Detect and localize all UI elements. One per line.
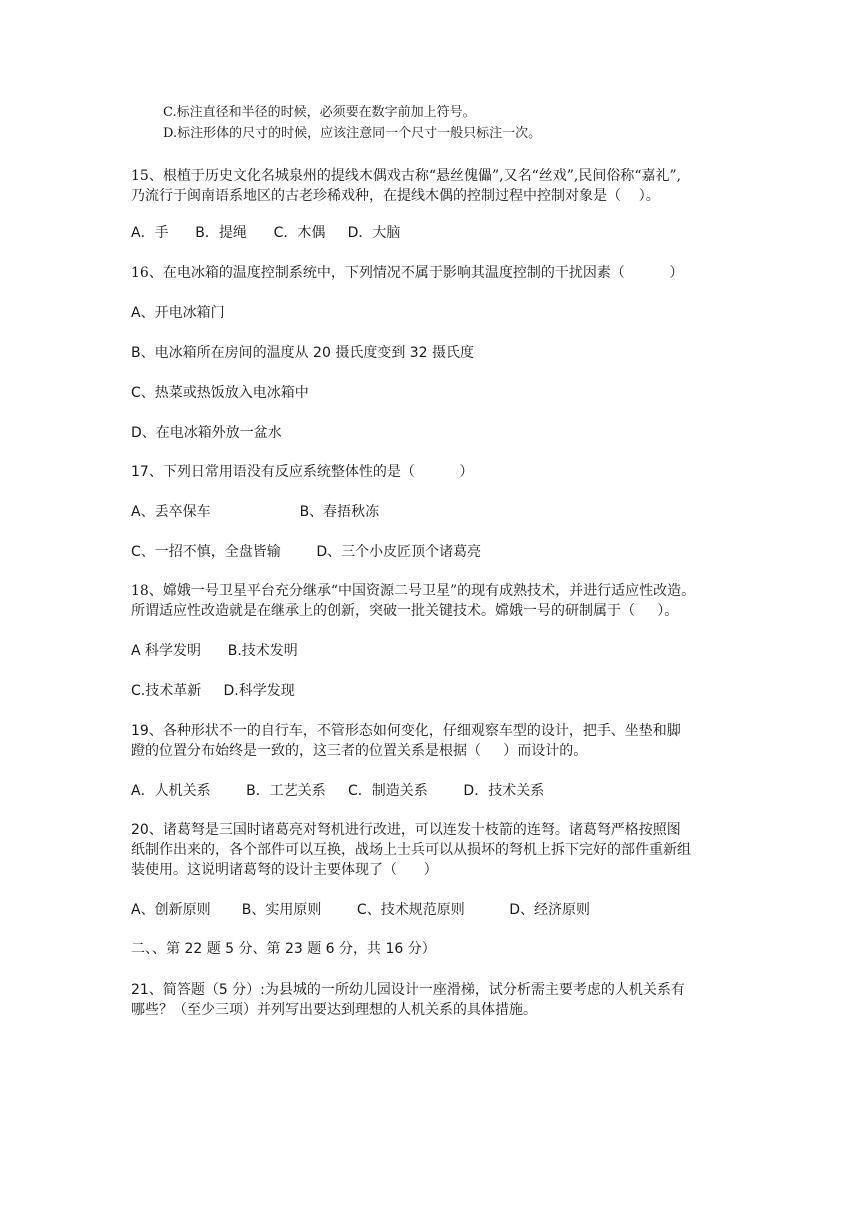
q17-options-cd: C、一招不慎，全盘皆输 D、三个小皮匠顶个诸葛亮 <box>131 544 482 560</box>
q16-option-a: A、开电冰箱门 <box>131 305 225 321</box>
q20-stem-line2: 纸制作出来的，各个部件可以互换，战场上士兵可以从损坏的弩机上拆下完好的部件重新组 <box>131 842 691 858</box>
q14-option-c: C.标注直径和半径的时候，必须要在数字前加上符号。 <box>163 105 476 120</box>
q17-options-ab: A、丢卒保车 B、春捂秋冻 <box>131 504 380 520</box>
q21-stem-line1: 21、简答题（5 分）:为县城的一所幼儿园设计一座滑梯，试分析需主要考虑的人机关系有 <box>131 982 685 998</box>
q18-stem-line1: 18、嫦娥一号卫星平台充分继承“中国资源二号卫星”的现有成熟技术，并进行适应性改造。 <box>131 583 696 599</box>
q20-stem-line1: 20、诸葛弩是三国时诸葛亮对弩机进行改进，可以连发十枝箭的连弩。诸葛弩严格按照图 <box>131 822 681 838</box>
q16-option-d: D、在电冰箱外放一盆水 <box>131 425 282 441</box>
q16-option-c: C、热菜或热饭放入电冰箱中 <box>131 385 309 401</box>
q21-stem-line2: 哪些？（至少三项）并列写出要达到理想的人机关系的具体措施。 <box>131 1002 537 1018</box>
q20-stem-line3: 装使用。这说明诸葛弩的设计主要体现了（ ） <box>131 862 438 878</box>
q17-stem: 17、下列日常用语没有反应系统整体性的是（ ） <box>131 464 474 480</box>
q18-options-cd: C.技术革新 D.科学发现 <box>131 683 295 699</box>
q18-stem-line2: 所谓适应性改造就是在继承上的创新，突破一批关键技术。嫦娥一号的研制属于（ ）。 <box>131 603 679 619</box>
q19-stem-line2: 蹬的位置分布始终是一致的，这三者的位置关系是根据（ ）而设计的。 <box>131 743 588 759</box>
q19-stem-line1: 19、各种形状不一的自行车，不管形态如何变化，仔细观察车型的设计，把手、坐垫和脚 <box>131 723 681 739</box>
q15-options: A．手 B．提绳 C．木偶 D．大脑 <box>131 225 401 241</box>
q16-stem: 16、在电冰箱的温度控制系统中，下列情况不属于影响其温度控制的干扰因素（ ） <box>131 265 684 281</box>
q14-option-d: D.标注形体的尺寸的时候，应该注意同一个尺寸一般只标注一次。 <box>163 126 542 141</box>
q15-stem-line2: 乃流行于闽南语系地区的古老珍稀戏种，在提线木偶的控制过程中控制对象是（ ）。 <box>131 188 660 204</box>
q18-options-ab: A 科学发明 B.技术发明 <box>131 643 298 659</box>
q16-option-b: B、电冰箱所在房间的温度从 20 摄氏度变到 32 摄氏度 <box>131 345 475 361</box>
q20-options: A、创新原则 B、实用原则 C、技术规范原则 D、经济原则 <box>131 902 590 918</box>
section-two-heading: 二、、第 22 题 5 分、第 23 题 6 分，共 16 分） <box>131 941 436 957</box>
q19-options: A．人机关系 B．工艺关系 C．制造关系 D．技术关系 <box>131 783 545 799</box>
q15-stem-line1: 15、根植于历史文化名城泉州的提线木偶戏古称“悬丝傀儡”,又名“丝戏”,民间俗称“嘉礼”, <box>131 168 682 184</box>
